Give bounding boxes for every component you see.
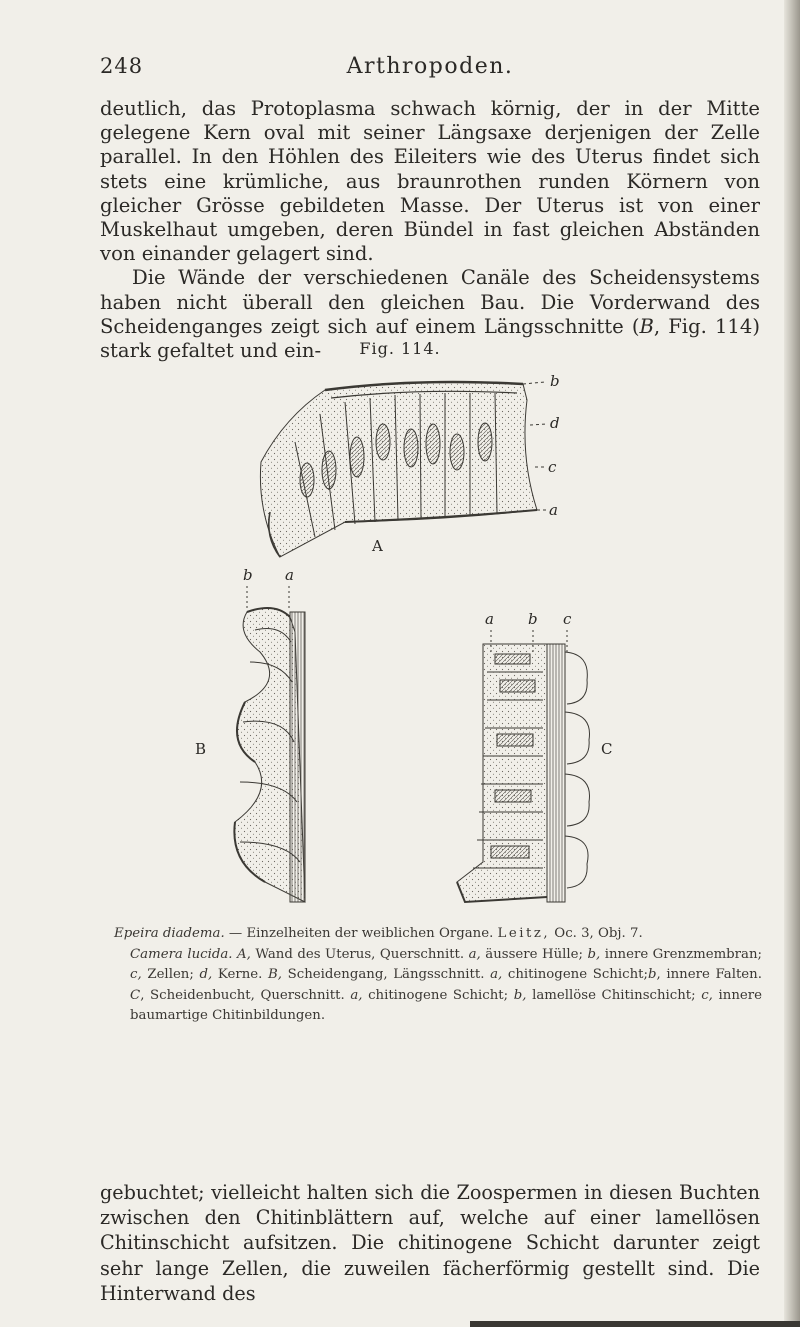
- caption-key-C-a: chitinogene Schicht;: [368, 987, 509, 1003]
- caption-key-B-a-letter: a,: [490, 967, 503, 982]
- panel-c-label-a: a: [485, 610, 494, 628]
- caption-key-A-a-letter: a,: [468, 946, 481, 962]
- figure-label: Fig. 114.: [359, 339, 441, 358]
- panel-a-drawing: [260, 382, 547, 557]
- panel-a-label-a: a: [549, 501, 558, 519]
- caption-key-A-d: Kerne.: [217, 967, 263, 982]
- caption-key-B-a: chitinogene Schicht;: [507, 967, 648, 982]
- page-edge-shadow: [784, 0, 800, 1327]
- paragraph-top: [100, 97, 760, 363]
- panel-a-label-b: b: [550, 372, 560, 390]
- caption-key-B: Scheidengang, Längsschnitt.: [287, 967, 485, 982]
- caption-key-C-a-letter: a,: [350, 987, 363, 1003]
- caption-key-B-b-letter: b: [647, 967, 657, 982]
- paragraph-uterus: deutlich, das Protoplasma schwach körnig, der in der Mitte gelegene Kern oval mit seiner Längsaxe derjenigen der Zelle parallel. In den Höhlen des Eileiters wie des Uterus findet sich stets eine krümliche, aus braunrothen runden Körnern von gleicher Grösse gebildeten Masse. Der Uterus ist von einer Muskelhaut umgeben, deren Bündel in fast gleichen Abständen von einander gelagert sind.: [100, 97, 760, 266]
- panel-a-label-d: d: [550, 414, 560, 432]
- panel-b-label-a: a: [285, 566, 294, 584]
- caption-key-C-c: innere baumartige Chitinbildungen.: [130, 987, 763, 1023]
- bottom-edge-shadow: [470, 1321, 800, 1327]
- caption-key-A-b-letter: b,: [587, 946, 601, 962]
- page-header: [100, 54, 760, 84]
- paragraph-bottom: [100, 1180, 760, 1306]
- caption-key-A: Wand des Uterus, Querschnitt.: [255, 946, 465, 962]
- caption-key-C: , Scheidenbucht, Querschnitt.: [140, 987, 345, 1003]
- figure-caption: [114, 924, 762, 1027]
- caption-key-A-b: innere Grenzmembran;: [604, 946, 763, 962]
- running-head: Arthropoden.: [346, 54, 514, 79]
- figure-114: [195, 362, 615, 912]
- page-number: 248: [100, 54, 144, 78]
- caption-key-A-c-letter: c,: [130, 967, 142, 982]
- panel-c-title: C: [601, 740, 613, 758]
- panel-c-label-b: b: [528, 610, 538, 628]
- panel-b-label-b: b: [243, 566, 253, 584]
- caption-part-1: — Einzelheiten der weiblichen Organe.: [228, 926, 494, 941]
- paragraph-scheidensystem-text-a: Die Wände der verschiedenen Canäle des Scheidensystems haben nicht überall den gleichen Bau. Die Vorderwand des Scheidenganges zeigt sich auf einem Längsschnitte (: [100, 266, 760, 338]
- panel-c-drawing: [457, 630, 590, 902]
- caption-key-A-d-letter: d,: [199, 967, 213, 982]
- panel-a-label-c: c: [548, 458, 557, 476]
- caption-key-C-b-letter: b,: [513, 987, 527, 1003]
- caption-key-C-c-letter: c,: [701, 987, 713, 1003]
- caption-part-2: Oc. 3, Obj. 7.: [554, 926, 643, 941]
- caption-camera: Camera lucida.: [130, 946, 233, 962]
- caption-key-A-a: äussere Hülle;: [485, 946, 583, 962]
- caption-key-A-c: Zellen;: [147, 967, 194, 982]
- caption-key-A-letter: A,: [237, 946, 251, 962]
- paragraph-chitin: gebuchtet; vielleicht halten sich die Zoospermen in diesen Buchten zwischen den Chitinblättern auf, welche auf einer lamellösen Chitinschicht aufsitzen. Die chitinogene Schicht darunter zeigt sehr lange Zellen, die zuweilen fächerförmig gestellt sind. Die Hinterwand des: [100, 1181, 760, 1305]
- caption-key: [114, 945, 762, 1027]
- caption-line-1: [114, 924, 762, 945]
- figure-ref-letter: B: [639, 314, 654, 338]
- panel-c-label-c: c: [563, 610, 572, 628]
- caption-key-B-letter: B,: [268, 967, 282, 982]
- caption-species: Epeira diadema.: [114, 926, 225, 941]
- panel-a-title: A: [372, 537, 383, 555]
- caption-key-B-b: , innere Falten.: [656, 967, 762, 982]
- caption-author: Leitz,: [497, 926, 551, 941]
- panel-b-drawing: [234, 586, 305, 902]
- paragraph-scheidensystem-text-c: , Fig. 114) stark gefaltet und ein-: [100, 314, 760, 363]
- panel-b-title: B: [195, 740, 207, 758]
- caption-key-C-b: lamellöse Chitinschicht;: [532, 987, 696, 1003]
- caption-key-C-letter: C: [130, 987, 141, 1003]
